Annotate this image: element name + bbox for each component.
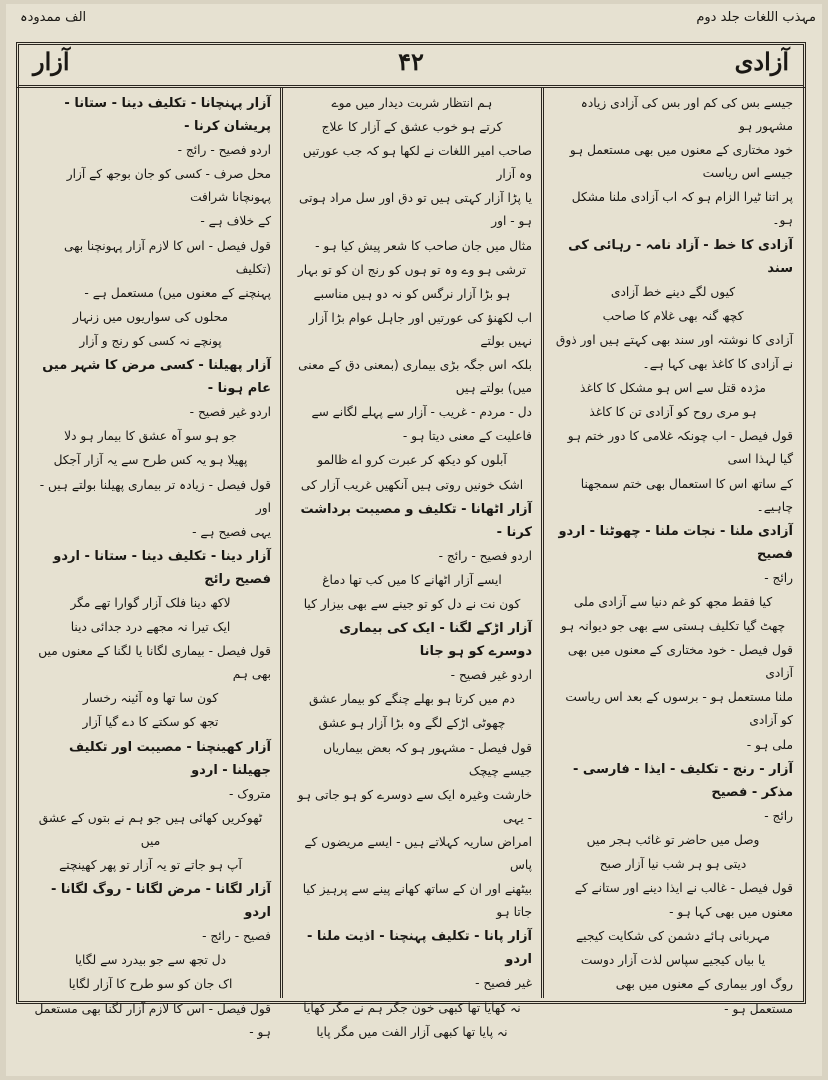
verse-line: کچھ گنہ بھی غلام کا صاحب (602, 308, 744, 323)
verse-line: مہربانی ہائے دشمن کی شکایت کیجیے (576, 929, 770, 944)
text-line: مثال میں جان صاحب کا شعر پیش کیا ہو - (315, 238, 532, 253)
text-line: ملنا مستعمل ہو - برسوں کے بعد اس ریاست کو آزادی (565, 690, 793, 728)
text-line: یا پڑا آزار کہتی ہیں تو دق اور سل مراد ہوتی ہو - اور (299, 191, 532, 229)
text-line: ملی ہو - (746, 737, 793, 752)
verse-line: آپ ہو جاتے تو یہ آزار تو پھر کھینچتے (59, 858, 242, 872)
verse-line: مژدہ قتل سے اس ہو مشکل کا کاغذ (580, 381, 766, 396)
column-right (543, 88, 803, 1016)
verse-line: دل تجھ سے جو بیدرد سے لگایا (74, 953, 227, 968)
verse-line: کیا فقط مجھ کو غم دنیا سے آزادی ملی (573, 594, 773, 609)
text-line: نے آزادی کا کاغذ بھی کہا ہے۔ (642, 357, 793, 372)
text-line: مستعمل ہو - (724, 1001, 793, 1016)
verse-line: جو ہو سو آہ عشق کا بیمار ہو دلا (64, 429, 237, 444)
text-line: جیسے بس کی کم اور بس کی آزادی زیادہ مشہور ہو (580, 96, 793, 134)
text-line: قول فیصل - غالب نے ایذا دینے اور ستانے کے (574, 881, 793, 896)
text-line: دل - مردم - غریب - آزار سے پہلے لگانے سے (311, 405, 532, 420)
text-line: اب لکھنؤ کی عورتیں اور جاہل عوام بڑا آزار نہیں بولتے (309, 310, 532, 348)
verse-line: پونچے نہ کسی کو رنج و آزار (79, 333, 222, 348)
verse-line: پھیلا ہو یہ کس طرح سے یہ آزار آجکل (53, 453, 248, 468)
verse-line: کیوں لگے دینے خط آزادی (610, 284, 736, 299)
verse-line: وصل میں حاضر تو غائب ہجر میں (586, 832, 760, 847)
text-line: قول فیصل - اس کا لازم آزار پہونچنا بھی (تکلیف (63, 238, 271, 276)
text-line: اردو فصیح - رائج - (438, 548, 532, 563)
text-line: امراض ساریہ کہلاتے ہیں - ایسے مریضوں کے پاس (304, 834, 532, 872)
text-line: بلکہ اس جگہ بڑی بیماری (بمعنی دق کے معنی میں) بولتے ہیں (298, 358, 532, 396)
verse-line: اک جان کو سو طرح کا آزار لگایا (68, 977, 233, 992)
text-line: صاحب امیر اللغات نے لکھا ہو کہ جب عورتیں وہ آزار (302, 144, 532, 182)
text-line: غیر فصیح - (475, 976, 532, 991)
text-line: قول فیصل - خود مختاری کے معنوں میں بھی آزادی (567, 643, 793, 681)
page-number: ۴۲ (398, 47, 424, 76)
text-line: قول فیصل - اب چونکہ غلامی کا دور ختم ہو گیا لہذا اسی (567, 429, 793, 467)
verse-line: تجھ کو سکتے کا دے گیا آزار (82, 715, 219, 730)
text-line: روگ اور بیماری کے معنوں میں بھی (615, 977, 793, 992)
verse-line: ایک تیرا نہ مجھے درد جدائی دینا (70, 620, 231, 635)
verse-line: کون نت نے دل کو تو جینے سے بھی بیزار کیا (303, 596, 521, 611)
verse-line: ٹھوکریں کھائی ہیں جو ہم نے بتوں کے عشق میں (38, 810, 263, 848)
first-headword: آزادی (734, 47, 789, 76)
text-line: فاعلیت کے معنی دیتا ہو - (402, 429, 532, 444)
verse-line: دیتی ہو ہر شب نیا آزار صبح (599, 857, 747, 871)
text-line: اردو غیر فصیح - (189, 405, 271, 420)
entry-headword: آزار پانا - تکلیف پہنچنا - اذیت ملنا - اردو (306, 929, 532, 968)
text-line: متروک - (229, 786, 271, 801)
book-title: مہذب اللغات جلد دوم (696, 10, 816, 25)
verse-line: نہ پایا تھا کبھی آزار الفت میں مگر پایا (316, 1024, 508, 1039)
verse-line: کرتے ہو خوب عشق کے آزار کا علاج (321, 120, 503, 135)
verse-line: چھوٹی اڑکے لگے وہ بڑا آزار ہو عشق (318, 716, 506, 731)
text-line: قول فیصل - اس کا لازم آزار لگنا بھی مستعمل ہو - (34, 1001, 271, 1039)
text-line: فصیح - رائج - (202, 929, 271, 944)
text-line: پر اتنا ٹیرا الزام ہو کہ اب آزادی ملنا مشکل ہو۔ (571, 190, 793, 228)
section-label: الف ممدودہ (20, 10, 87, 25)
verse-line: آبلوں کو دیکھ کر عبرت کرو اے ظالمو (317, 453, 507, 468)
text-line: قول فیصل - زیادہ تر بیماری پھیلنا بولتے ہیں - اور (39, 477, 271, 515)
entry-headword: آزار لگانا - مرض لگانا - روگ لگانا - اردو (50, 882, 271, 921)
text-line: معنوں میں بھی کہا ہو - (669, 905, 793, 920)
entry-headword: آزار کھینچنا - مصیبت اور تکلیف جھیلنا - اردو (68, 739, 271, 778)
text-line: قول فیصل - مشہور ہو کہ بعض بیماریاں جیسے چیچک (323, 740, 532, 778)
verse-line: ہم انتظار شربت دیدار میں موے (331, 96, 493, 110)
text-line: اردو فصیح - رائج - (177, 143, 271, 158)
entry-headword: آزادی کا خط - آزاد نامہ - رہائی کی سند (568, 237, 793, 276)
entry-headword: آزار - رنج - تکلیف - ایذا - فارسی - مذکر - فصیح (573, 761, 793, 800)
text-line: کے ساتھ اس کا استعمال بھی ختم سمجھنا چاہیے۔ (580, 476, 793, 514)
verse-line: کون سا تھا وہ آئینہ رخسار (82, 691, 219, 706)
text-line: محل صرف - کسی کو جان بوجھ کے آزار پہونچانا شرافت (66, 167, 271, 205)
text-line: رائج - (764, 808, 793, 823)
text-line: قول فیصل - بیماری لگانا یا لگنا کے معنوں میں بھی ہم (38, 644, 271, 682)
verse-line: دم میں کرتا ہو بھلے چنگے کو بیمار عشق (309, 692, 515, 707)
entry-headword: آزار اٹھانا - تکلیف و مصیبت برداشت کرنا - (300, 501, 532, 540)
text-line: رائج - (764, 570, 793, 585)
verse-line: لاکھ دینا فلک آزار گوارا تھے مگر (70, 595, 231, 610)
text-line: بیٹھنے اور ان کے ساتھ کھانے پینے سے پرہیز کیا جاتا ہو (302, 882, 532, 920)
verse-line: چھٹ گیا تکلیف ہستی سے بھی جو دیوانہ ہو (560, 619, 786, 634)
entry-headword: آزار پہنچانا - تکلیف دینا - ستانا - پریشان کرنا - (64, 96, 271, 135)
text-line: اردو غیر فصیح - (450, 668, 532, 683)
verse-line: محلوں کی سواریوں میں زنہار (72, 309, 229, 324)
text-line: یہی فصیح ہے - (192, 524, 271, 539)
entry-headword: آزار اڑکے لگنا - ایک کی بیماری دوسرے کو ہو جانا (339, 621, 532, 660)
verse-line: اشک خونیں روتی ہیں آنکھیں غریب آزار کی (300, 477, 524, 492)
page-header (16, 42, 806, 88)
text-line: کے خلاف ہے - (200, 214, 271, 229)
entry-headword: آزادی ملنا - نجات ملنا - چھوٹنا - اردو فصیح (558, 523, 793, 562)
text-line: آزادی کا نوشتہ اور سند بھی کہتے ہیں اور ذوق (555, 332, 793, 347)
verse-line: ترشی ہو وے وہ تو ہوں کو رنج ان کو تو بہار (297, 262, 527, 277)
verse-line: ہو بڑا آزار نرگس کو نہ دو ہیں مناسبے (313, 286, 511, 301)
entry-headword: آزار دینا - تکلیف دینا - ستانا - اردو فصیح رائج (53, 548, 271, 587)
text-line: خارشت وغیرہ ایک سے دوسرے کو ہو جاتی ہو - یہی (297, 787, 532, 825)
running-head (20, 8, 816, 32)
last-headword: آزار (33, 47, 70, 76)
column-middle (282, 88, 542, 1039)
text-line: خود مختاری کے معنوں میں بھی مستعمل ہو جیسے اس ریاست (569, 143, 793, 181)
entry-headword: آزار پھیلنا - کسی مرض کا شہر میں عام ہونا - (42, 358, 271, 397)
text-line: پہنچنے کے معنوں میں) مستعمل ہے - (84, 285, 271, 300)
verse-line: ہو مری روح کو آزادی تن کا کاغذ (589, 405, 757, 420)
verse-line: یا بیاں کیجیے سپاس لذت آزار دوست (580, 953, 766, 968)
verse-line: ایسے آزار اٹھانے کا میں کب تھا دماغ (322, 572, 502, 587)
column-left (20, 88, 281, 1039)
verse-line: نہ کھایا تھا کبھی خون جگر ہم نے مگر کھایا (303, 1000, 521, 1015)
